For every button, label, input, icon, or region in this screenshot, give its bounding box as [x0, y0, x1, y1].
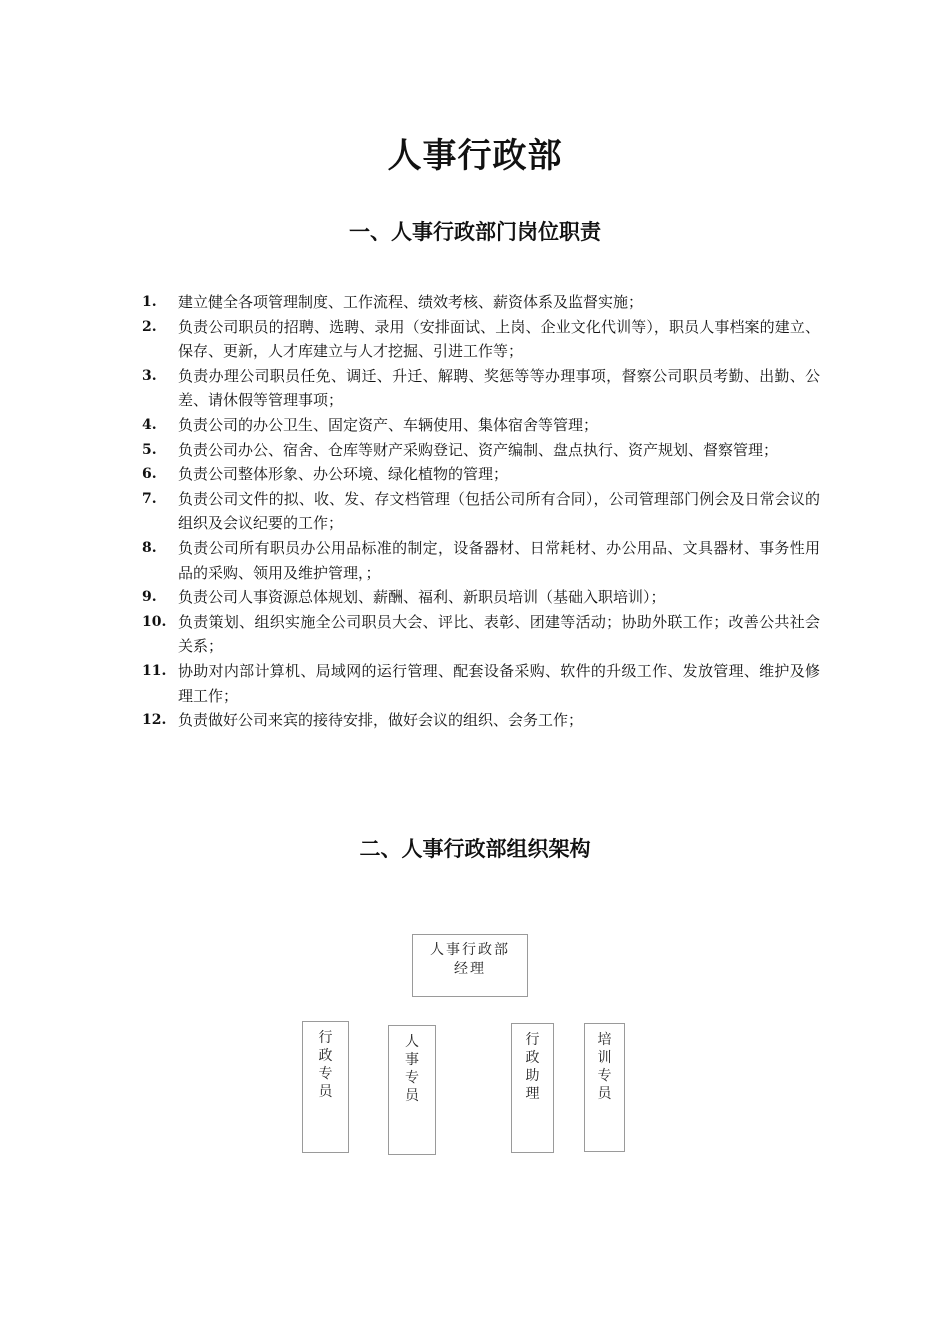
list-item-number: 9. — [142, 589, 157, 606]
list-item-text: 负责公司办公、宿舍、仓库等财产采购登记、资产编制、盘点执行、资产规划、督察管理； — [178, 440, 779, 459]
org-node-training-specialist: 培 训 专 员 — [584, 1023, 625, 1152]
list-item — [140, 536, 820, 585]
list-item-number: 4. — [142, 416, 157, 433]
org-node-hr-specialist: 人 事 专 员 — [388, 1025, 436, 1155]
page-title: 人事行政部 — [387, 136, 563, 176]
list-item — [140, 438, 820, 463]
list-item-number: 8. — [142, 539, 157, 556]
list-item — [140, 708, 820, 733]
list-item-text: 负责公司所有职员办公用品标准的制定，设备器材、日常耗材、办公用品、文具器材、事务性用品的采购、领用及维护管理，； — [178, 538, 820, 582]
list-item-text: 协助对内部计算机、局域网的运行管理、配套设备采购、软件的升级工作、发放管理、维护及修理工作； — [178, 661, 820, 705]
list-item-number: 10. — [142, 613, 167, 630]
list-item-text: 负责办理公司职员任免、调迁、升迁、解聘、奖惩等等办理事项，督察公司职员考勤、出勤、公差、请休假等管理事项； — [178, 366, 820, 410]
list-item — [140, 487, 820, 536]
org-node-manager: 人事行政部 经理 — [412, 934, 528, 997]
org-node-admin-specialist: 行 政 专 员 — [302, 1021, 349, 1153]
list-item-number: 1. — [142, 294, 157, 310]
org-node-admin-assistant: 行 政 助 理 — [511, 1023, 554, 1153]
list-item-number: 12. — [142, 712, 167, 729]
list-item — [140, 290, 820, 315]
list-item — [140, 659, 820, 708]
list-item-number: 6. — [142, 466, 157, 483]
list-item-number: 7. — [142, 490, 157, 507]
list-item — [140, 364, 820, 413]
section-title-duties: 一、人事行政部门岗位职责 — [349, 219, 601, 244]
list-item-text: 负责公司整体形象、办公环境、绿化植物的管理； — [178, 465, 509, 484]
list-item-text: 负责公司人事资源总体规划、薪酬、福利、新职员培训（基础入职培训）； — [178, 588, 666, 607]
list-item-number: 5. — [142, 441, 157, 458]
list-item — [140, 585, 820, 610]
list-item-text: 负责公司职员的招聘、选聘、录用（安排面试、上岗、企业文化代训等），职员人事档案的建立、保存、更新，人才库建立与人才挖掘、引进工作等； — [178, 317, 820, 361]
list-item-number: 3. — [142, 367, 157, 384]
list-item — [140, 315, 820, 364]
list-item — [140, 462, 820, 487]
list-item-number: 11. — [142, 662, 167, 679]
list-item-text: 负责公司文件的拟、收、发、存文档管理（包括公司所有合同），公司管理部门例会及日常会议的组织及会议纪要的工作； — [178, 489, 820, 533]
list-item-number: 2. — [142, 318, 157, 335]
list-item-text: 负责做好公司来宾的接待安排，做好会议的组织、会务工作； — [178, 711, 584, 730]
list-item-text: 负责公司的办公卫生、固定资产、车辆使用、集体宿舍等管理； — [178, 415, 599, 434]
section-title-org-structure: 二、人事行政部组织架构 — [359, 836, 591, 861]
duty-list — [140, 290, 820, 733]
list-item — [140, 413, 820, 438]
list-item-text: 建立健全各项管理制度、工作流程、绩效考核、薪资体系及监督实施； — [178, 293, 644, 311]
list-item-text: 负责策划、组织实施全公司职员大会、评比、表彰、团建等活动；协助外联工作；改善公共社会关系； — [178, 612, 820, 656]
list-item — [140, 610, 820, 659]
